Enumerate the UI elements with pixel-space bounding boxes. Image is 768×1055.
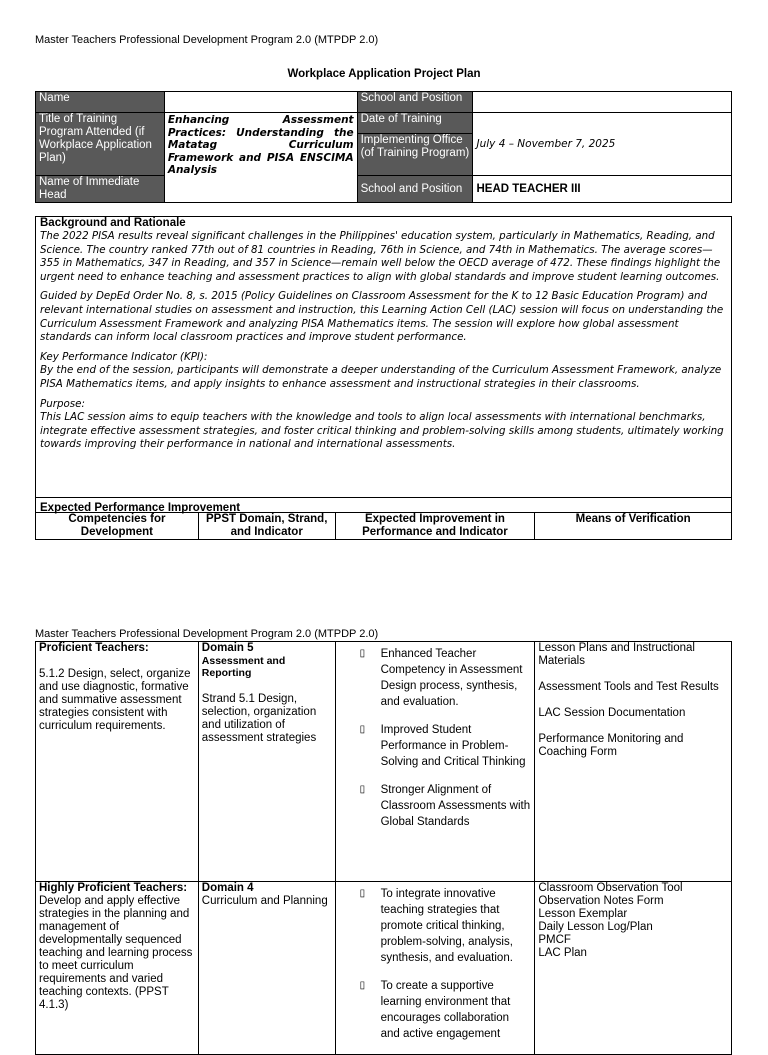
table-row: [36, 882, 732, 1055]
row1-competency-title: Proficient Teachers:: [39, 642, 149, 654]
row2-mov-item: LAC Plan: [538, 947, 587, 959]
epi-body-table: [35, 641, 732, 1055]
row1-mov-item: Assessment Tools and Test Results: [538, 681, 719, 693]
epi-title-box: [35, 498, 732, 513]
bullet-icon: ▯: [359, 784, 366, 795]
row2-mov-cell: [535, 882, 732, 1055]
row1-domain-title: Domain 5: [201, 642, 254, 654]
row2-mov-item: Lesson Exemplar: [538, 908, 628, 920]
row1-mov-item: LAC Session Documentation: [538, 707, 686, 719]
row1-domain-cell: [198, 642, 335, 882]
school-position-value-2: HEAD TEACHER III: [473, 176, 732, 203]
list-item: ▯ Enhanced Teacher Competency in Assessment Design process, synthesis, and evaluation.: [359, 648, 523, 708]
background-title: Background and Rationale: [40, 217, 186, 229]
row2-mov-item: Classroom Observation Tool: [538, 882, 683, 894]
bullet-icon: ▯: [359, 980, 366, 991]
bullet-icon: ▯: [359, 888, 366, 899]
list-item: ▯ To integrate innovative teaching strategies that promote critical thinking, problem-solving, analysis, synthesis, and evaluation.: [359, 888, 513, 964]
bullet-icon: ▯: [359, 648, 366, 659]
row2-domain-title: Domain 4: [201, 882, 254, 894]
row2-mov-item: Observation Notes Form: [538, 895, 664, 907]
col-ppst-domain: PPST Domain, Strand, and Indicator: [198, 513, 335, 540]
row1-mov-cell: [535, 642, 732, 882]
page-title: Workplace Application Project Plan: [287, 68, 481, 80]
school-position-label-2: School and Position: [357, 176, 473, 203]
row1-improvement-list: [360, 646, 531, 830]
row1-mov-item: Lesson Plans and Instructional Materials: [538, 642, 695, 667]
kpi-label: Key Performance Indicator (KPI):: [40, 350, 208, 363]
purpose-label: Purpose:: [40, 397, 85, 410]
name-label: Name: [36, 92, 165, 113]
kpi-text: By the end of the session, participants will demonstrate a deeper understanding of the Curriculum Assessment Framework, analyze PISA Mathematics items, and apply insights to enhance assessment and instructional strategies in their classrooms.: [40, 364, 722, 390]
row2-competency-title: Highly Proficient Teachers:: [39, 882, 188, 894]
row1-improvement-cell: [335, 642, 535, 882]
background-rationale-box: [35, 216, 732, 498]
row2-domain-text: Curriculum and Planning: [201, 895, 328, 907]
row1-mov-item: Performance Monitoring and Coaching Form: [538, 733, 684, 758]
list-item: ▯ To create a supportive learning environment that encourages collaboration and active engagement: [359, 980, 511, 1040]
col-competencies: Competencies for Development: [36, 513, 199, 540]
purpose-text: This LAC session aims to equip teachers with the knowledge and tools to align local assessments with international benchmarks, integrate effective assessment strategies, and foster critical thinking and problem-solving skills among students, ultimately working towards improving their performance in national and international assessments.: [40, 411, 724, 451]
list-item: ▯ Improved Student Performance in Problem-Solving and Critical Thinking: [359, 724, 526, 768]
background-paragraph-1: The 2022 PISA results reveal significant challenges in the Philippines' education system, particularly in Mathematics, Reading, and Science. The country ranked 77th out of 81 countries in Reading, 76th in Science, and 74th in Mathematics. The average scores—355 in Mathematics, 347 in Reading, and 357 in Science—remain well below the OECD average of 472. These findings highlight the urgent need to enhance teaching and assessment practices to align with global standards and improve student learning outcomes.: [40, 230, 721, 283]
document-header: Master Teachers Professional Development Program 2.0 (MTPDP 2.0): [35, 34, 379, 46]
row2-competency-cell: [36, 882, 199, 1055]
epi-title: Expected Performance Improvement: [40, 502, 241, 514]
table-row: [36, 642, 732, 882]
row2-mov-item: PMCF: [538, 934, 571, 946]
implementing-office-label: Implementing Office (of Training Program): [357, 134, 473, 176]
page2-header: Master Teachers Professional Development Program 2.0 (MTPDP 2.0): [35, 628, 379, 640]
info-table: [35, 91, 732, 203]
kpi-section: [40, 351, 727, 392]
training-title-value: Enhancing Assessment Practices: Understanding the Matatag Curriculum Framework and PISA ENSCIMA Analysis: [164, 113, 357, 203]
row1-domain-text: Strand 5.1 Design, selection, organization and utilization of assessment strategies: [201, 693, 317, 744]
row2-improvement-cell: [335, 882, 535, 1055]
row2-mov-item: Daily Lesson Log/Plan: [538, 921, 653, 933]
list-item: ▯ Stronger Alignment of Classroom Assessments with Global Standards: [359, 784, 531, 828]
school-position-value: [473, 92, 732, 113]
purpose-section: [40, 398, 727, 452]
row1-competency-cell: [36, 642, 199, 882]
date-label: Date of Training: [357, 113, 473, 134]
training-title-label: Title of Training Program Attended (if Workplace Application Plan): [36, 113, 165, 176]
date-value: July 4 – November 7, 2025: [473, 113, 732, 176]
epi-header-table: [35, 512, 732, 540]
row2-competency-text: Develop and apply effective strategies in the planning and management of developmentally sequenced teaching and learning process to meet curriculum requirements and varied teaching contexts. (PPST 4.1.3): [39, 895, 193, 1011]
immediate-head-label: Name of Immediate Head: [36, 176, 165, 203]
row1-domain-sub: Assessment and Reporting: [201, 655, 286, 679]
school-position-label: School and Position: [357, 92, 473, 113]
row2-domain-cell: [198, 882, 335, 1055]
row1-competency-text: 5.1.2 Design, select, organize and use diagnostic, formative and summative assessment strategies consistent with curriculum requirements.: [39, 668, 191, 732]
name-value: [164, 92, 357, 113]
col-means-of-verification: Means of Verification: [535, 513, 732, 540]
row2-improvement-list: [360, 886, 531, 1042]
col-expected-improvement: Expected Improvement in Performance and Indicator: [335, 513, 535, 540]
bullet-icon: ▯: [359, 724, 366, 735]
background-paragraph-2: Guided by DepEd Order No. 8, s. 2015 (Policy Guidelines on Classroom Assessment for the K to 12 Basic Education Program) and relevant international studies on assessment and instruction, this Learning Action Cell (LAC) session will focus on understanding the Curriculum Assessment Framework and analyzing PISA Mathematics items. The session will explore how global assessment standards can inform local classroom practices and improve student performance.: [40, 290, 724, 344]
